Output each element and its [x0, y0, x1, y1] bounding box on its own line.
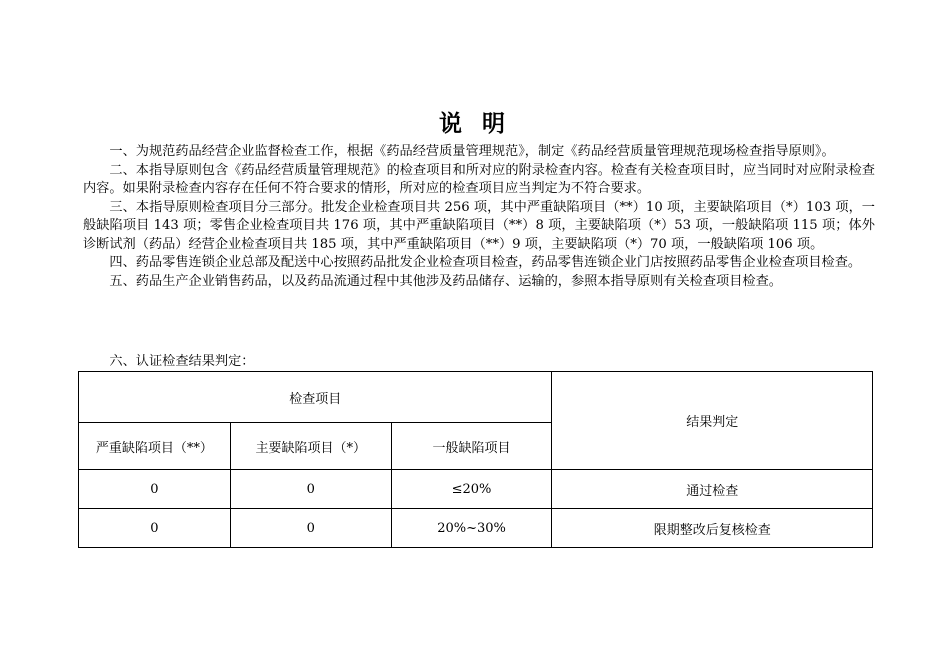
cell-serious: 0 [79, 509, 231, 548]
result-table [78, 371, 873, 548]
header-general: 一般缺陷项目 [391, 423, 552, 470]
table-row [79, 470, 873, 509]
paragraph-5: 五、药品生产企业销售药品，以及药品流通过程中其他涉及药品储存、运输的，参照本指导原则有关检查项目检查。 [109, 273, 782, 289]
result-header-cell: 结果判定 [552, 372, 873, 470]
page-title: 说 明 [438, 110, 511, 137]
paragraph-1: 一、为规范药品经营企业监督检查工作，根据《药品经营质量管理规范》，制定《药品经营质量管理规范现场检查指导原则》。 [109, 144, 835, 159]
paragraph-2: 二、本指导原则包含《药品经营质量管理规范》的检查项目和所对应的附录检查内容。检查有关检查项目时，应当同时对应附录检查内容。如果附录检查内容存在任何不符合要求的情形，所对应的检查项目应当判定为不符合要求。 [83, 162, 875, 196]
group-header-cell: 检查项目 [79, 372, 552, 423]
header-serious: 严重缺陷项目（**） [79, 423, 231, 470]
cell-general: 20%~30% [391, 509, 552, 548]
cell-serious: 0 [79, 470, 231, 509]
cell-major: 0 [230, 509, 391, 548]
cell-result: 限期整改后复核检查 [552, 509, 873, 548]
table-row [79, 509, 873, 548]
header-major: 主要缺陷项目（*） [230, 423, 391, 470]
section-6-heading: 六、认证检查结果判定： [109, 354, 255, 369]
paragraph-3: 三、本指导原则检查项目分三部分。批发企业检查项目共 256 项，其中严重缺陷项目（**）10 项，主要缺陷项目（*）103 项，一般缺陷项目 143 项；零售企业检查项目共 176 项，其中严重缺陷项目（**）8 项，主要缺陷项（*）53 项，一般缺陷项 115 项；体外诊断试剂（药品）经营企业检查项目共 185 项，其中严重缺陷项目（**）9 项，主要缺陷项（*）70 项，一般缺陷项 106 项。 [83, 199, 875, 252]
cell-major: 0 [230, 470, 391, 509]
explanation-body [83, 143, 875, 291]
cell-result: 通过检查 [552, 470, 873, 509]
cell-general: ≤20% [391, 470, 552, 509]
paragraph-4: 四、药品零售连锁企业总部及配送中心按照药品批发企业检查项目检查，药品零售连锁企业门店按照药品零售企业检查项目检查。 [109, 255, 862, 270]
